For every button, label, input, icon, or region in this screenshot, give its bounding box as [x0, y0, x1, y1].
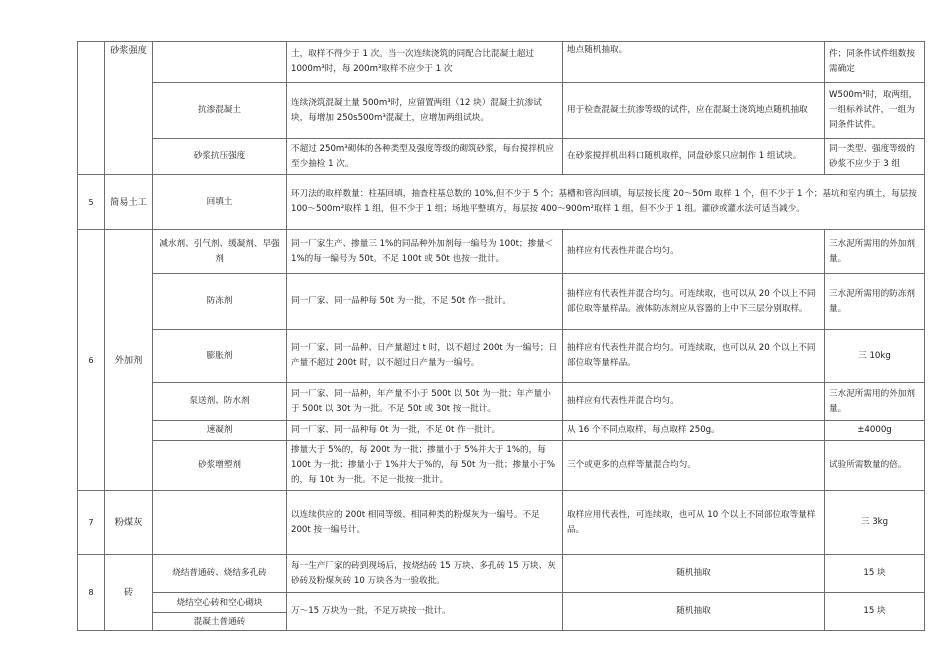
- sampling-method: 在砂浆搅拌机出料口随机取样，同盘砂浆只应制作 1 组试块。: [563, 139, 825, 175]
- sampling-method: 随机抽取: [563, 593, 825, 631]
- sub-item: 回填土: [153, 175, 287, 230]
- row-number: 5: [78, 175, 105, 230]
- sampling-method: 抽样应有代表性并混合均匀。可连续取，也可以从 20 个以上不同部位取等量样品。液体防冻剂应从容器的上中下三层分别取样。: [563, 274, 825, 330]
- material-name: 简易土工: [105, 175, 153, 230]
- sampling-table-page: [77, 41, 925, 631]
- sample-quantity: 三水泥所需用的外加剂量。: [825, 383, 925, 421]
- sub-item: 烧结普通砖、烧结多孔砖: [153, 555, 287, 593]
- sampling-method: 地点随机抽取。: [563, 42, 825, 83]
- sampling-method: 三个或更多的点样等量混合均匀。: [563, 441, 825, 491]
- row-number: 7: [78, 491, 105, 555]
- row-number: 6: [78, 230, 105, 491]
- batch-rule: 环刀法的取样数量：柱基回填，抽查柱基总数的 10%,但不少于 5 个；基槽和管沟回填，每层按长度 20～50m 取样 1 个，但不少于 1 个；基坑和室内填土，每层按 100～500m²取样 1 组，但不少于 1 组；场地平整填方，每层按 400～900m²取样 1 组，但不少于 1 组。灌砂或灌水法可适当减少。: [287, 175, 925, 230]
- table-row: [78, 230, 925, 274]
- batch-rule: 每一生产厂家的砖到现场后，按烧结砖 15 万块、多孔砖 15 万块、灰砂砖及粉煤灰砖 10 万块各为一验收批。: [287, 555, 563, 593]
- table-row: [78, 441, 925, 491]
- batch-rule: 同一厂家、同一品种每 50t 为一批，不足 50t 作一批计。: [287, 274, 563, 330]
- sampling-method: 取样应用代表性，可连续取，也可从 10 个以上不同部位取等量样品。: [563, 491, 825, 555]
- sampling-method: 从 16 个不同点取样，每点取样 250g。: [563, 421, 825, 441]
- material-name: 砂浆强度: [105, 42, 153, 175]
- sub-item: 防冻剂: [153, 274, 287, 330]
- material-name: 砖: [105, 555, 153, 631]
- sampling-method: 抽样应有代表性并混合均匀。可连续取，也可以从 20 个以上不同部位取等量样品。: [563, 330, 825, 383]
- sample-quantity: 三 3kg: [825, 491, 925, 555]
- sample-quantity: ±4000g: [825, 421, 925, 441]
- sample-quantity: 试验所需数量的倍。: [825, 441, 925, 491]
- table-row: [78, 555, 925, 593]
- table-row: [78, 383, 925, 421]
- batch-rule: 万～15 万块为一批，不足万块按一批计。: [287, 593, 563, 631]
- sub-item: 膨胀剂: [153, 330, 287, 383]
- batch-rule: 连续浇筑混凝土量 500m³时，应留置两组（12 块）混凝土抗渗试块，每增加 250s500m³混凝土，应增加两组试块。: [287, 83, 563, 139]
- batch-rule: 土，取样不得少于 1 次。当一次连续浇筑的同配合比混凝土超过 1000m³时，每 200m³取样不应少于 1 次: [287, 42, 563, 83]
- table-row: [78, 139, 925, 175]
- table-row: [78, 83, 925, 139]
- material-name: 外加剂: [105, 230, 153, 491]
- sub-item: 砂浆增塑剂: [153, 441, 287, 491]
- sample-quantity: 件；同条件试件组数按需确定: [825, 42, 925, 83]
- sub-item: 减水剂、引气剂、缓凝剂、早强剂: [153, 230, 287, 274]
- sub-item: 速凝剂: [153, 421, 287, 441]
- sample-quantity: 15 块: [825, 555, 925, 593]
- table-row: [78, 421, 925, 441]
- sub-item: 混凝土普通砖: [153, 613, 287, 631]
- sampling-method: 用于检查混凝土抗渗等级的试件，应在混凝土浇筑地点随机抽取: [563, 83, 825, 139]
- batch-rule: 同一厂家、同一品种每 0t 为一批，不足 0t 作一批计。: [287, 421, 563, 441]
- table-row: [78, 593, 925, 613]
- batch-rule: 同一厂家、同一品种，年产量不小于 500t 以 50t 为一批；年产量小于 500t 以 30t 为一批。不足 50t 或 30t 按一批计。: [287, 383, 563, 421]
- table-row: [78, 274, 925, 330]
- sampling-method: 随机抽取: [563, 555, 825, 593]
- batch-rule: 不超过 250m³砌体的各种类型及强度等级的砌筑砂浆，每台搅拌机应至少抽检 1 次。: [287, 139, 563, 175]
- sub-item: 砂浆抗压强度: [153, 139, 287, 175]
- batch-rule: 同一厂家、同一品种、日产量超过 t 时，以不超过 200t 为一编号；日产量不超过 200t 时，以不超过日产量为一编号。: [287, 330, 563, 383]
- sub-item: 泵送剂、防水剂: [153, 383, 287, 421]
- sample-quantity: 三水泥所需用的防冻剂量。: [825, 274, 925, 330]
- batch-rule: 掺量大于 5%的，每 200t 为一批；掺量小于 5%并大于 1%的，每 100t 为一批；掺量小于 1%并大于%的，每 50t 为一批；掺量小于%的，每 10t 为一批。不足一批按一批计。: [287, 441, 563, 491]
- sample-quantity: W500m³时，取两组，一组标养试件，一组为同条件试件。: [825, 83, 925, 139]
- sample-quantity: 三 10kg: [825, 330, 925, 383]
- material-name: 粉煤灰: [105, 491, 153, 555]
- sub-item: 抗渗混凝土: [153, 83, 287, 139]
- batch-rule: 以连续供应的 200t 相同等级、相同种类的粉煤灰为一编号。不足 200t 按一编号计。: [287, 491, 563, 555]
- sampling-method: 抽样应有代表性并混合均匀。: [563, 383, 825, 421]
- sampling-method: 抽样应有代表性并混合均匀。: [563, 230, 825, 274]
- table-row: [78, 491, 925, 555]
- sampling-table: [77, 41, 925, 631]
- sub-item: [153, 491, 287, 555]
- table-row: [78, 175, 925, 230]
- sample-quantity: 同一类型、强度等级的砂浆不应少于 3 组: [825, 139, 925, 175]
- batch-rule: 同一厂家生产、掺量三 1%的同品种外加剂每一编号为 100t；掺量＜1%的每一编号为 50t。不足 100t 或 50t 也按一批计。: [287, 230, 563, 274]
- sub-item: 烧结空心砖和空心砌块: [153, 593, 287, 613]
- sub-item: [153, 42, 287, 83]
- sample-quantity: 三水泥所需用的外加剂量。: [825, 230, 925, 274]
- table-row: [78, 42, 925, 83]
- table-row: [78, 330, 925, 383]
- sample-quantity: 15 块: [825, 593, 925, 631]
- row-number: [78, 42, 105, 175]
- row-number: 8: [78, 555, 105, 631]
